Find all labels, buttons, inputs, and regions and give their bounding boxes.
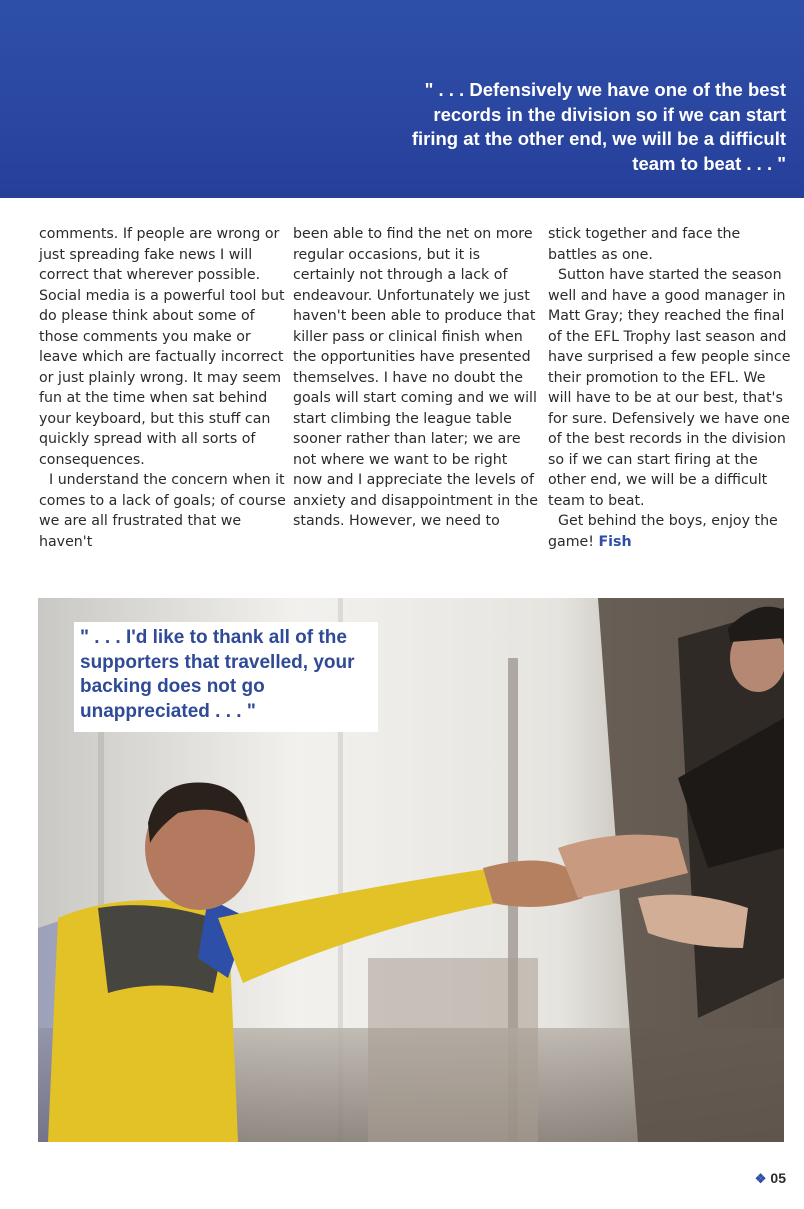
photo-quote-box [74, 622, 378, 732]
article-column-2 [293, 224, 538, 532]
photo-pull-quote: " . . . I'd like to thank all of the supporters that travelled, your backing does not go unappreciated . . . " [80, 627, 355, 722]
page-footer [755, 1170, 786, 1187]
paragraph: comments. If people are wrong or just spreading fake news I will correct that wherever possible. Social media is a powerful tool but do please think about some of those comments you make or leave which are factually incorrect or just plainly wrong. It may seem fun at the time when sat behind your keyboard, but this stuff can quickly spread with all sorts of consequences. [39, 226, 285, 468]
page-number: 05 [770, 1170, 786, 1186]
paragraph: been able to find the net on more regular occasions, but it is certainly not through a lack of endeavour. Unfortunately we just haven't been able to produce that killer pass or clinical finish when the opportunities have presented themselves. I have no doubt the goals will start coming and we will start climbing the league table sooner rather than later; we are not where we want to be right now and I appreciate the levels of anxiety and disappointment in the stands. However, we need to [293, 226, 538, 529]
player-photo [38, 598, 784, 1142]
paragraph: Sutton have started the season well and have a good manager in Matt Gray; they reached the final of the EFL Trophy last season and have surprised a few people since their promotion to the EFL. We will have to be at our best, that's for sure. Defensively we have one of the best records in the division so if we can start firing at the other end, we will be a difficult team to beat. [548, 267, 791, 509]
closing-line: Get behind the boys, enjoy the game! [548, 513, 778, 550]
article-column-1 [39, 224, 289, 552]
ram-icon: ❖ [754, 1171, 767, 1186]
article-column-3 [548, 224, 793, 552]
closing-paragraph [548, 511, 793, 552]
author-signature: Fish [598, 533, 632, 550]
header-banner [0, 0, 804, 198]
paragraph: I understand the concern when it comes to a lack of goals; of course we are all frustrated that we haven't [39, 472, 286, 550]
paragraph: stick together and face the battles as one. [548, 226, 741, 263]
pull-quote-top: " . . . Defensively we have one of the best records in the division so if we can start firing at the other end, we will be a difficult team to beat . . . " [411, 79, 786, 174]
